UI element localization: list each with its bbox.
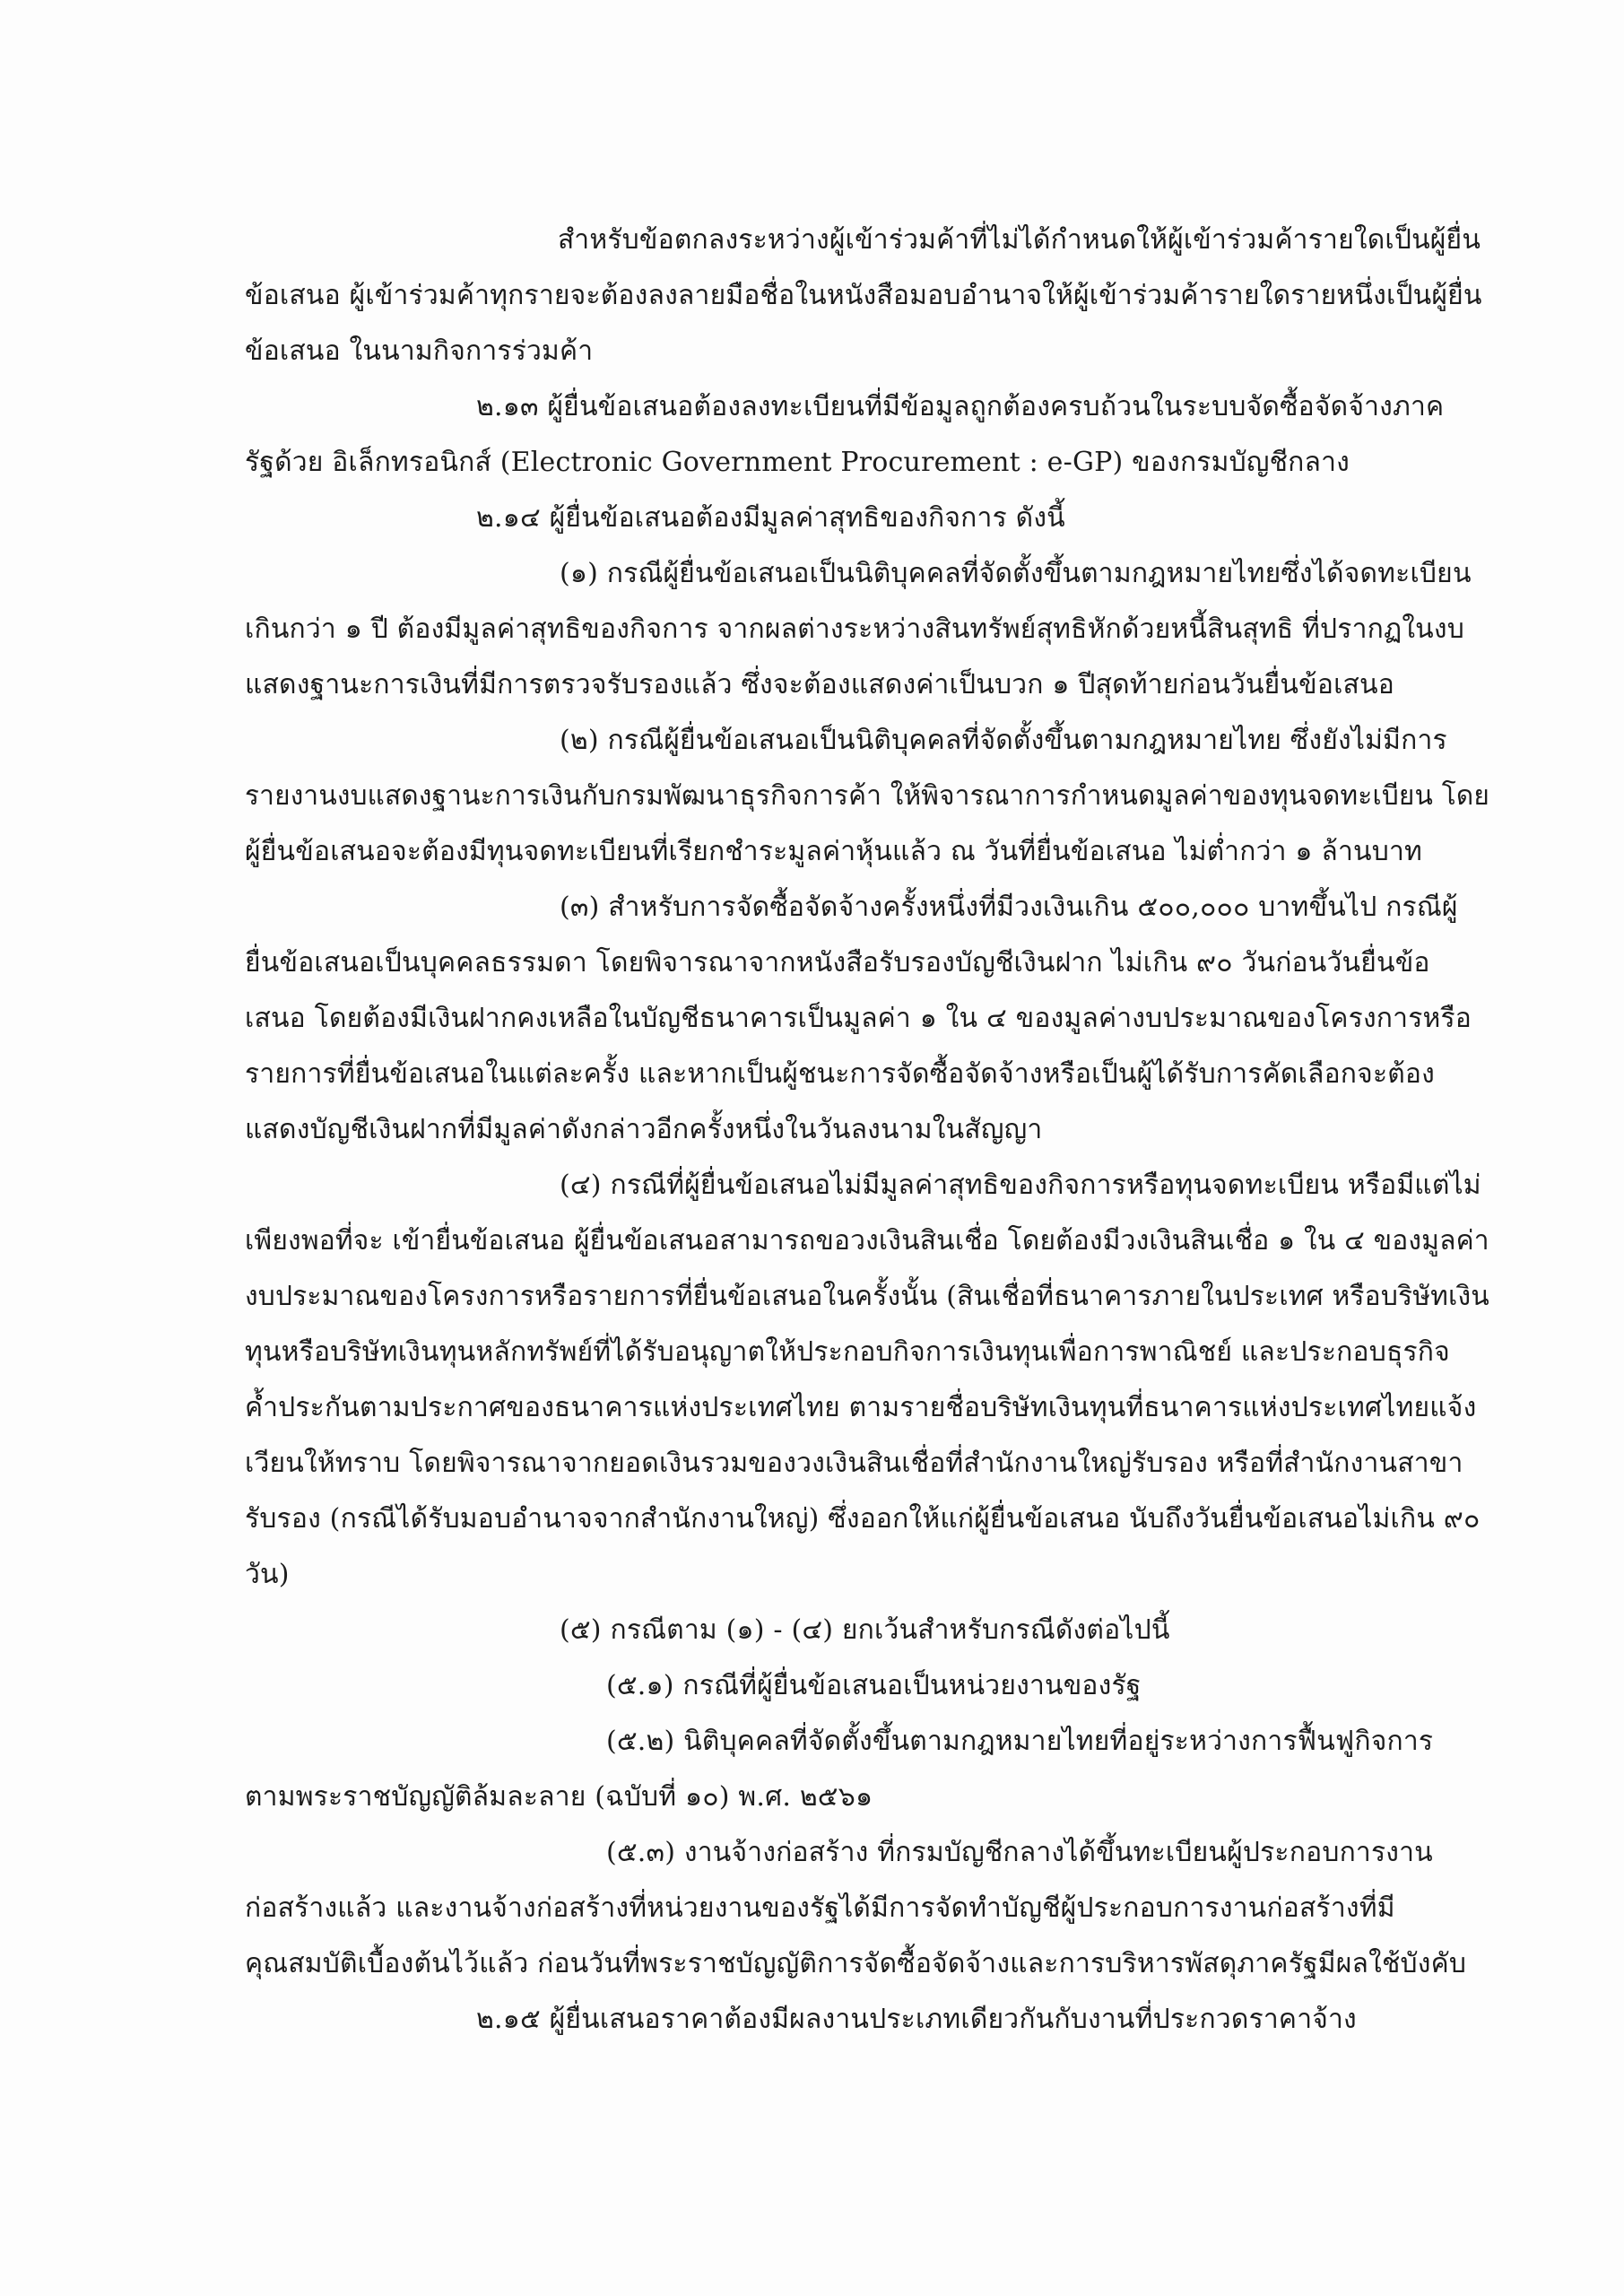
text-line: รายการที่ยื่นข้อเสนอในแต่ละครั้ง และหากเป็นผู้ชนะการจัดซื้อจัดจ้างหรือเป็นผู้ได้รับการคัดเลือกจะต้อง: [245, 1058, 1436, 1090]
text-line: งบประมาณของโครงการหรือรายการที่ยื่นข้อเสนอในครั้งนั้น (สินเชื่อที่ธนาคารภายในประเทศ หรือบริษัทเงิน: [245, 1281, 1489, 1312]
text-line: (๔) กรณีที่ผู้ยื่นข้อเสนอไม่มีมูลค่าสุทธิของกิจการหรือทุนจดทะเบียน หรือมีแต่ไม่: [560, 1170, 1481, 1201]
text-line: เพียงพอที่จะ เข้ายื่นข้อเสนอ ผู้ยื่นข้อเสนอสามารถขอวงเงินสินเชื่อ โดยต้องมีวงเงินสินเชื่อ ๑ ใน ๔ ของมูลค่า: [245, 1225, 1489, 1257]
text-line: (๕.๓) งานจ้างก่อสร้าง ที่กรมบัญชีกลางได้ขึ้นทะเบียนผู้ประกอบการงาน: [606, 1837, 1433, 1868]
text-line: (๕.๑) กรณีที่ผู้ยื่นข้อเสนอเป็นหน่วยงานของรัฐ: [606, 1670, 1142, 1701]
text-line: ผู้ยื่นข้อเสนอจะต้องมีทุนจดทะเบียนที่เรียกชำระมูลค่าหุ้นแล้ว ณ วันที่ยื่นข้อเสนอ ไม่ต่ำกว่า ๑ ล้านบาท: [245, 836, 1422, 867]
text-line: ๒.๑๕ ผู้ยื่นเสนอราคาต้องมีผลงานประเภทเดียวกันกับงานที่ประกวดราคาจ้าง: [476, 2004, 1357, 2035]
text-line: (๑) กรณีผู้ยื่นข้อเสนอเป็นนิติบุคคลที่จัดตั้งขึ้นตามกฎหมายไทยซึ่งได้จดทะเบียน: [560, 558, 1472, 589]
text-line: ยื่นข้อเสนอเป็นบุคคลธรรมดา โดยพิจารณาจากหนังสือรับรองบัญชีเงินฝาก ไม่เกิน ๙๐ วันก่อนวันยื่นข้อ: [245, 947, 1430, 978]
text-line: ตามพระราชบัญญัติล้มละลาย (ฉบับที่ ๑๐) พ.ศ. ๒๕๖๑: [245, 1781, 873, 1813]
text-line: ทุนหรือบริษัทเงินทุนหลักทรัพย์ที่ได้รับอนุญาตให้ประกอบกิจการเงินทุนเพื่อการพาณิชย์ และประกอบธุรกิจ: [245, 1336, 1450, 1368]
text-line: (๓) สำหรับการจัดซื้อจัดจ้างครั้งหนึ่งที่มีวงเงินเกิน ๕๐๐,๐๐๐ บาทขึ้นไป กรณีผู้: [560, 891, 1458, 923]
text-line: ค้ำประกันตามประกาศของธนาคารแห่งประเทศไทย ตามรายชื่อบริษัทเงินทุนที่ธนาคารแห่งประเทศไทยแจ้ง: [245, 1392, 1477, 1423]
text-line: (๕) กรณีตาม (๑) - (๔) ยกเว้นสำหรับกรณีดังต่อไปนี้: [560, 1614, 1170, 1646]
text-line: (๕.๒) นิติบุคคลที่จัดตั้งขึ้นตามกฎหมายไทยที่อยู่ระหว่างการฟื้นฟูกิจการ: [606, 1726, 1434, 1757]
text-line: ๒.๑๔ ผู้ยื่นข้อเสนอต้องมีมูลค่าสุทธิของกิจการ ดังนี้: [476, 502, 1065, 534]
text-line: เสนอ โดยต้องมีเงินฝากคงเหลือในบัญชีธนาคารเป็นมูลค่า ๑ ใน ๔ ของมูลค่างบประมาณของโครงการหรือ: [245, 1003, 1472, 1034]
text-line: แสดงบัญชีเงินฝากที่มีมูลค่าดังกล่าวอีกครั้งหนึ่งในวันลงนามในสัญญา: [245, 1114, 1043, 1145]
text-line: รับรอง (กรณีได้รับมอบอำนาจจากสำนักงานใหญ่) ซึ่งออกให้แก่ผู้ยื่นข้อเสนอ นับถึงวันยื่นข้อเสนอไม่เกิน ๙๐: [245, 1503, 1481, 1535]
text-line: ข้อเสนอ ผู้เข้าร่วมค้าทุกรายจะต้องลงลายมือชื่อในหนังสือมอบอำนาจให้ผู้เข้าร่วมค้ารายใดรายหนึ่งเป็นผู้ยื่น: [245, 280, 1482, 311]
text-line: คุณสมบัติเบื้องต้นไว้แล้ว ก่อนวันที่พระราชบัญญัติการจัดซื้อจัดจ้างและการบริหารพัสดุภาครัฐมีผลใช้บังคับ: [245, 1948, 1467, 1979]
text-line: เกินกว่า ๑ ปี ต้องมีมูลค่าสุทธิของกิจการ จากผลต่างระหว่างสินทรัพย์สุทธิหักด้วยหนี้สินสุทธิ ที่ปรากฏในงบ: [245, 613, 1464, 645]
text-line: วัน): [245, 1559, 290, 1590]
text-line: รายงานงบแสดงฐานะการเงินกับกรมพัฒนาธุรกิจการค้า ให้พิจารณาการกำหนดมูลค่าของทุนจดทะเบียน โดย: [245, 780, 1490, 812]
text-line: สำหรับข้อตกลงระหว่างผู้เข้าร่วมค้าที่ไม่ได้กำหนดให้ผู้เข้าร่วมค้ารายใดเป็นผู้ยื่น: [558, 224, 1481, 256]
text-line: รัฐด้วย อิเล็กทรอนิกส์ (Electronic Government Procurement : e-GP) ของกรมบัญชีกลาง: [245, 447, 1350, 478]
text-line: แสดงฐานะการเงินที่มีการตรวจรับรองแล้ว ซึ่งจะต้องแสดงค่าเป็นบวก ๑ ปีสุดท้ายก่อนวันยื่นข้อเสนอ: [245, 669, 1394, 700]
text-line: ๒.๑๓ ผู้ยื่นข้อเสนอต้องลงทะเบียนที่มีข้อมูลถูกต้องครบถ้วนในระบบจัดซื้อจัดจ้างภาค: [476, 391, 1445, 422]
text-line: ข้อเสนอ ในนามกิจการร่วมค้า: [245, 335, 594, 367]
text-line: ก่อสร้างแล้ว และงานจ้างก่อสร้างที่หน่วยงานของรัฐได้มีการจัดทำบัญชีผู้ประกอบการงานก่อสร้างที่มี: [245, 1892, 1395, 1924]
text-line: เวียนให้ทราบ โดยพิจารณาจากยอดเงินรวมของวงเงินสินเชื่อที่สำนักงานใหญ่รับรอง หรือที่สำนักงานสาขา: [245, 1448, 1463, 1479]
text-line: (๒) กรณีผู้ยื่นข้อเสนอเป็นนิติบุคคลที่จัดตั้งขึ้นตามกฎหมายไทย ซึ่งยังไม่มีการ: [560, 725, 1447, 756]
